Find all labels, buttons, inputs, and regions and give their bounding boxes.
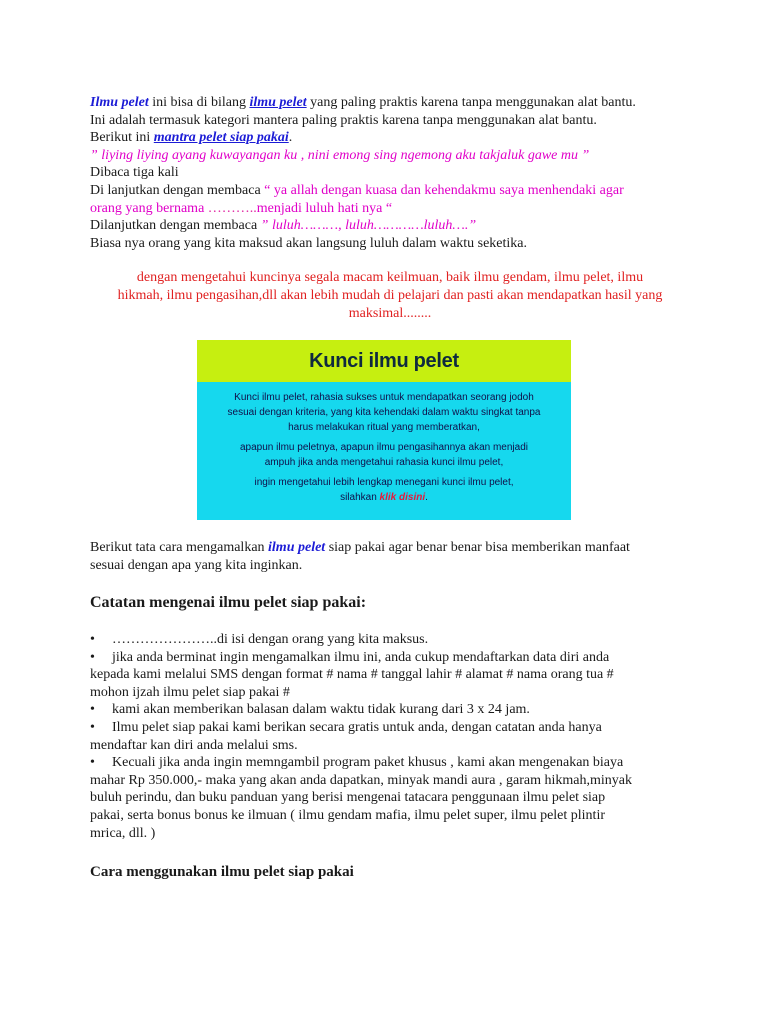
intro-line-5: Dibaca tiga kali [90,165,179,181]
kunci-ilmu-pelet-banner[interactable] [197,340,571,520]
list-item: • jika anda berminat ingin mengamalkan ilmu ini, anda cukup mendaftarkan data diri anda [90,649,610,665]
heading-cara: Cara menggunakan ilmu pelet siap pakai [90,864,354,880]
bullet-icon: • [90,632,95,647]
list-item: • …………………..di isi dengan orang yang kita maksus. [90,632,429,647]
bullet-icon: • [90,755,95,771]
bullet-icon: • [90,719,95,735]
intro-line-6: Di lanjutkan dengan membaca “ ya allah dengan kuasa dan kehendakmu saya menhendaki agar [90,182,624,198]
intro-line-2: Ini adalah termasuk kategori mantera paling praktis karena tanpa menggunakan alat bantu. [90,112,597,128]
list-item: • Ilmu pelet siap pakai kami berikan secara gratis untuk anda, dengan catatan anda hanya [90,719,602,735]
bullet-icon: • [90,649,95,665]
klik-disini-link[interactable]: klik disini [379,492,426,503]
banner-header [197,340,571,382]
doa-text: “ ya allah dengan kuasa dan kehendakmu saya menhendaki agar [264,182,624,198]
catatan-list: • …………………..di isi dengan orang yang kita maksus. • jika anda berminat ingin mengamalkan ilmu ini, anda cukup mendaftarkan data diri anda kepada kami melalui SMS dengan format # nama # tanggal lahir # alamat # nama orang tua # mohon ijzah ilmu pelet siap pakai # • kami akan memberikan balasan dalam waktu tidak kurang dari 3 x 24 jam. • Ilmu pelet siap pakai kami berikan secara gratis untuk anda, dengan catatan anda hanya mendaftar kan diri anda melalui sms. • Kecuali jika anda ingin memngambil program paket khusus , kami akan mengenakan biaya mahar Rp 350.000,- maka yang akan anda dapatkan, minyak mandi aura , garam hikmah,minyak buluh perindu, dan buku panduan yang berisi mengenai tatacara penggunaan ilmu pelet siap pakai, serta bonus bonus ke ilmuan ( ilmu gendam mafia, ilmu pelet super, ilmu pelet plintir mrica, dll. ) [90,631,670,842]
list-item: • kami akan memberikan balasan dalam waktu tidak kurang dari 3 x 24 jam. [90,702,530,718]
intro-line-7: orang yang bernama ………..menjadi luluh hati nya “ [90,200,393,216]
amal-paragraph: Berikut tata cara mengamalkan ilmu pelet siap pakai agar benar benar bisa memberikan manfaat sesuai dengan apa yang kita inginkan. [90,540,630,573]
intro-line-3: Berikut ini mantra pelet siap pakai. [90,130,293,146]
banner-title: Kunci ilmu pelet [309,349,459,372]
ilmu-pelet-link-3[interactable]: ilmu pelet [268,540,326,555]
mantra-text: ” liying liying ayang kuwayangan ku , nini emong sing ngemong aku takjaluk gawe mu ” [90,147,590,163]
intro-line-9: Biasa nya orang yang kita maksud akan langsung luluh dalam waktu seketika. [90,235,528,251]
intro-line-8: Dilanjutkan dengan membaca ” luluh………, luluh…………luluh….” [90,218,477,234]
bullet-icon: • [90,702,95,718]
ilmu-pelet-link-2[interactable]: ilmu pelet [249,95,307,110]
heading-catatan: Catatan mengenai ilmu pelet siap pakai: [90,594,367,611]
intro-section [90,94,690,252]
red-paragraph: dengan mengetahui kuncinya segala macam keilmuan, baik ilmu gendam, ilmu pelet, ilmu hikmah, ilmu pengasihan,dll akan lebih mudah di pelajari dan pasti akan mendapatkan hasil yang maksimal........ [117,270,663,321]
ilmu-pelet-link[interactable]: Ilmu pelet [90,95,149,110]
mantra-pelet-link[interactable]: mantra pelet siap pakai [153,130,289,146]
intro-line-1: Ilmu pelet ini bisa di bilang ilmu pelet yang paling praktis karena tanpa menggunakan alat bantu. [90,95,636,110]
list-item: • Kecuali jika anda ingin memngambil program paket khusus , kami akan mengenakan biaya [90,755,624,771]
luluh-text: ” luluh………, luluh…………luluh….” [260,218,477,234]
banner-body: Kunci ilmu pelet, rahasia sukses untuk mendapatkan seorang jodoh sesuai dengan kriteria, yang kita kehendaki dalam waktu singkat tanpa harus melakukan ritual yang memberatkan, apapun ilmu peletnya, apapun ilmu pengasihannya akan menjadi ampuh jika anda mengetahui rahasia kunci ilmu pelet, ingin mengetahui lebih lengkap menegani kunci ilmu pelet, silahkan klik disini. [197,382,571,520]
